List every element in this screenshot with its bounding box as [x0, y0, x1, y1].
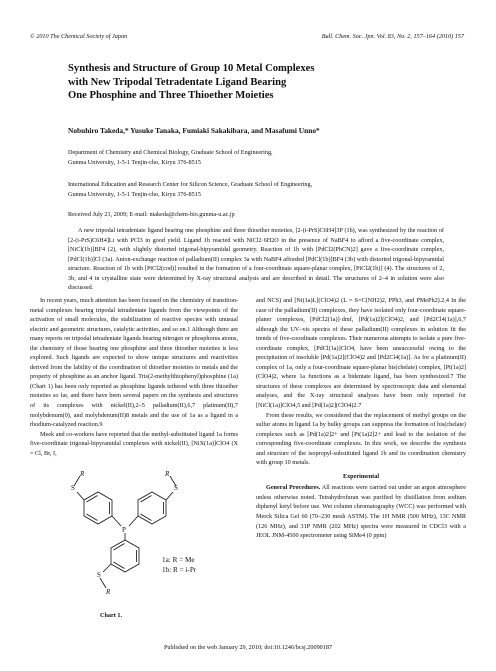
paragraph-lead: General Procedures.	[266, 484, 321, 492]
affiliation-line: International Education and Research Center for Silicon Science, Graduate School of Engineering,	[68, 181, 313, 188]
abstract: A new tripodal tetradentate ligand bearing one phosphine and three thioether moieties, [2-(i-PrS)C6H4]3P (1b), was synthesized by the reaction of [2-(i-PrS)C6H4]Li with PCl3 in good yield. Ligand 1b reacted with NiCl2·6H2O in the presence of NaBF4 to afford a five-coordinate complex, [NiCl(1b)]BF4 (2), with slightly distorted trigonal-bipyramidal geometry. Reaction of 1b with [PdCl2(PhCN)2] gave a five-coordinate complex, [PdCl(1b)]Cl (3a). Anion-exchange reaction of palladium(II) complex 3a with NaBF4 afforded [PdCl(1b)]BF4 (3b) with distorted trigonal-bipyramidal structure. Reaction of 1b with [PtCl2(cod)] resulted in the formation of a four-coordinate square-planar complex, [PtCl2(1b)] (4). The structures of 2, 3b, and 4 in crystalline state were determined by X-ray structural analysis and are described in detail. The structures of 2–4 in solution were also discussed.	[68, 227, 444, 291]
atom-P: P	[122, 526, 126, 534]
body-paragraph: In recent years, much attention has been focused on the chemistry of transition-metal complexes bearing tripodal tetradentate ligands from the viewpoints of the activation of small molecules, the stabilization of reactive species with unusual electric and geometric structures, catalytic activities, and so on.1 Although there are many reports on tripodal tetradentate ligands bearing nitrogen or phosphorus atoms, the chemistry of those bearing one phosphine and three thioether moieties is less explored. Such ligands are expected to show unique structures and reactivities derived from the lability of the coordination of thioether moieties to metals and the property of phosphine as an anchor ligand. Tris(2-methylthiophenyl)phosphine (1a) (Chart 1) has been only reported as phosphine ligands tethered with three thioether moieties so far, and there have been several papers on the synthesis and structures of its complexes with nickel(II),2–5 palladium(II),6,7 platinum(II),7 molybdenum(0), and molybdenum(II)8 metals and the use of 1a as a ligand in a rhodium-catalyzed reaction.9	[30, 297, 238, 429]
label-1b: 1b: R = i-Pr	[162, 566, 197, 574]
label-1a: 1a: R = Me	[162, 556, 195, 564]
chart-1-structure	[60, 470, 230, 600]
group-R: R	[80, 470, 85, 478]
atom-S: S	[71, 484, 75, 492]
body-paragraph: From these results, we considered that the replacement of methyl groups on the sulfur atoms in ligand 1a by bulky groups can suppress the formation of bis(chelate) complexes such as [Pd(1a)2]2+ and [Pt(1a)2]2+ and lead to the isolation of the corresponding five-coordinate complexes. In this work, we describe the synthesis and structure of the isopropyl-substituted ligand 1b and its coordination chemistry with group 10 metals.	[256, 411, 466, 467]
section-heading: Experimental	[342, 472, 380, 480]
benzene-ring	[111, 540, 139, 572]
body-paragraph	[256, 483, 466, 540]
journal-citation: Bull. Chem. Soc. Jpn. Vol. 83, No. 2, 157–164 (2010) 157	[321, 33, 464, 40]
benzene-ring	[84, 492, 112, 524]
journal-copyright: © 2010 The Chemical Society of Japan	[30, 33, 128, 40]
paper-title	[68, 62, 448, 103]
group-R: R	[165, 470, 170, 478]
right-column	[256, 296, 466, 541]
affiliation-1	[68, 148, 428, 167]
benzene-ring	[138, 492, 166, 524]
atom-S: S	[97, 571, 101, 579]
title-line: One Phosphine and Three Thioether Moieties	[68, 90, 274, 102]
group-R: R	[106, 588, 111, 596]
received-date: Received July 21, 2009; E-mail: ntakeda@chem-bio.gunma-u.ac.jp	[68, 211, 235, 218]
title-line: with New Tripodal Tetradentate Ligand Bearing	[68, 76, 287, 88]
title-line: Synthesis and Structure of Group 10 Metal Complexes	[68, 63, 315, 74]
affiliation-line: Gunma University, 1-5-1 Tenjin-cho, Kiryu 376-8515	[68, 190, 201, 198]
publication-footer: Published on the web January 29, 2010; doi:10.1246/bcsj.20090187	[163, 644, 333, 651]
atom-S: S	[174, 484, 178, 492]
paragraph-text: All reactions were carried out under an argon atmosphere unless otherwise noted. Tetrahydrofuran was purified by distillation from sodium diphenyl ketyl before use. Wet column chromatography (WCC) was performed with Merck Silica Gel 60 (70–230 mesh ASTM). The 1H NMR (500 MHz), 13C NMR (126 MHz), and 31P NMR (202 MHz) spectra were measured in CDCl3 with a JEOL JNM-4500 spectrometer using SiMe4 (0 ppm)	[256, 484, 466, 540]
body-paragraph: Meek and co-workers have reported that the methyl-substituted ligand 1a forms five-coordinate trigonal-bipyramidal complexes with nickel(II), [NiX(1a)]ClO4 (X = Cl, Br, I,	[30, 430, 238, 457]
affiliation-2	[68, 180, 428, 199]
left-column	[30, 296, 238, 458]
affiliation-line: Department of Chemistry and Chemical Biology, Graduate School of Engineering,	[68, 149, 273, 156]
author-list: Nobuhiro Takeda,* Yusuke Tanaka, Fumiaki Sakakibara, and Masafumi Unno*	[68, 126, 320, 135]
body-paragraph: and NCS) and [Ni(1a)L](ClO4)2 (L = S=C(NH2)2, PPh3, and PMePh2).2,4 In the case of the palladium(II) complexes, they have isolated only four-coordinate square-planer complexes, [PdCl2(1a)]·dmf, [Pd(1a)2](ClO4)2, and [Pd2Cl4(1a)],6,7 although the UV–vis spectra of these palladium(II) complexes in solution fit the trends of five-coordinate complexes. Their numerous attempts to isolate a pure five-coordinate complex, [PdCl(1a)]ClO4, have been unsuccessful owing to the precipitation of insoluble [Pd(1a)2](ClO4)2 and [Pd2Cl4(1a)]. As for a platinum(II) complex of 1a, only a four-coordinate square-planar bis(chelate) complex, [Pt(1a)2](ClO4)2, where 1a functions as a bidentate ligand, has been synthesized.7 The structures of these complexes are determined by spectroscopic data and elemental analyses, and the X-ray structural analyses have been only reported for [NiCl(1a)]ClO4,5 and [Pd(1a)2](ClO4)2.7	[256, 297, 466, 410]
chart-caption: Chart 1.	[100, 612, 122, 619]
affiliation-line: Gunma University, 1-5-1 Tenjin-cho, Kiryu 376-8515	[68, 158, 201, 166]
